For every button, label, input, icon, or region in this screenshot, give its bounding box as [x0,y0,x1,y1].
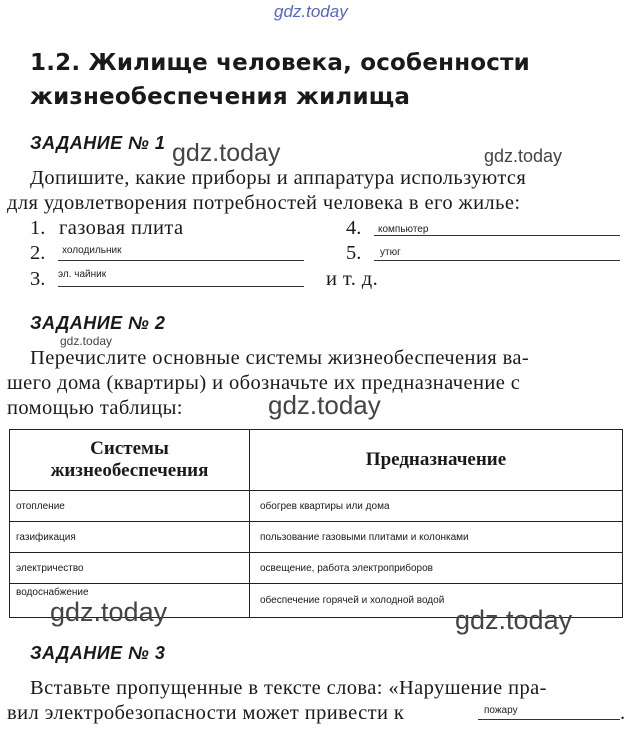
item-4-answer: компьютер [378,224,429,235]
watermark-2: gdz.today [484,146,563,166]
col1-header-line1: Системы [90,438,169,459]
task2-text-line1: Перечислите основные системы жизнеобеспечения ва- [30,347,530,369]
item-1-text: газовая плита [59,217,184,239]
table-row [10,553,623,584]
item-2-num: 2. [30,242,46,264]
watermark-6: gdz.today [455,605,573,635]
row-3-purpose: освещение, работа электроприборов [250,553,623,584]
systems-table [9,429,623,618]
item-5-num: 5. [346,242,362,264]
col1-header [10,430,250,491]
watermark-4: gdz.today [268,390,381,420]
task2-heading: ЗАДАНИЕ № 2 [30,313,166,333]
table-row [10,491,623,522]
item-4-line [374,235,620,236]
task3-answer-line [478,719,620,720]
task3-answer: пожару [484,705,518,716]
section-title-line1: 1.2. Жилище человека, особенности [30,50,530,76]
watermark-1: gdz.today [172,139,281,167]
task1-etc: и т. д. [326,268,379,290]
task1-heading: ЗАДАНИЕ № 1 [30,133,166,153]
task3-end: . [620,702,626,724]
item-3-line [58,286,304,287]
task2-text-line3: помощью таблицы: [7,397,183,419]
watermark-top: gdz.today [274,2,348,21]
section-title-line2: жизнеобеспечения жилища [30,84,411,110]
task1-text-line2: для удовлетворения потребностей человека в его жилье: [7,192,521,214]
item-2-answer: холодильник [62,245,122,256]
table-header-row [10,430,623,491]
row-1-system: отопление [10,491,250,522]
task3-text-line2: вил электробезопасности может привести к [7,702,405,724]
task3-text-line1: Вставьте пропущенные в тексте слова: «Нарушение пра- [30,677,547,699]
task3-heading: ЗАДАНИЕ № 3 [30,643,166,663]
row-4-system: водоснабжение [10,584,250,618]
item-5-line [374,260,620,261]
row-2-purpose: пользование газовыми плитами и колонками [250,522,623,553]
col2-header: Предназначение [250,430,623,491]
item-1-num: 1. [30,217,46,239]
item-3-answer: эл. чайник [58,269,107,280]
watermark-5: gdz.today [50,597,168,627]
table-row [10,522,623,553]
watermark-3: gdz.today [60,334,113,348]
task2-text-line2: шего дома (квартиры) и обозначьте их предназначение с [7,372,521,394]
row-2-system: газификация [10,522,250,553]
task1-text-line1: Допишите, какие приборы и аппаратура используются [30,167,527,189]
item-4-num: 4. [346,217,362,239]
row-4-purpose: обеспечение горячей и холодной водой [250,584,623,618]
item-2-line [58,260,304,261]
row-1-purpose: обогрев квартиры или дома [250,491,623,522]
row-3-system: электричество [10,553,250,584]
item-3-num: 3. [30,268,46,290]
item-5-answer: утюг [380,247,401,258]
col1-header-line2: жизнеобеспечения [50,460,209,481]
